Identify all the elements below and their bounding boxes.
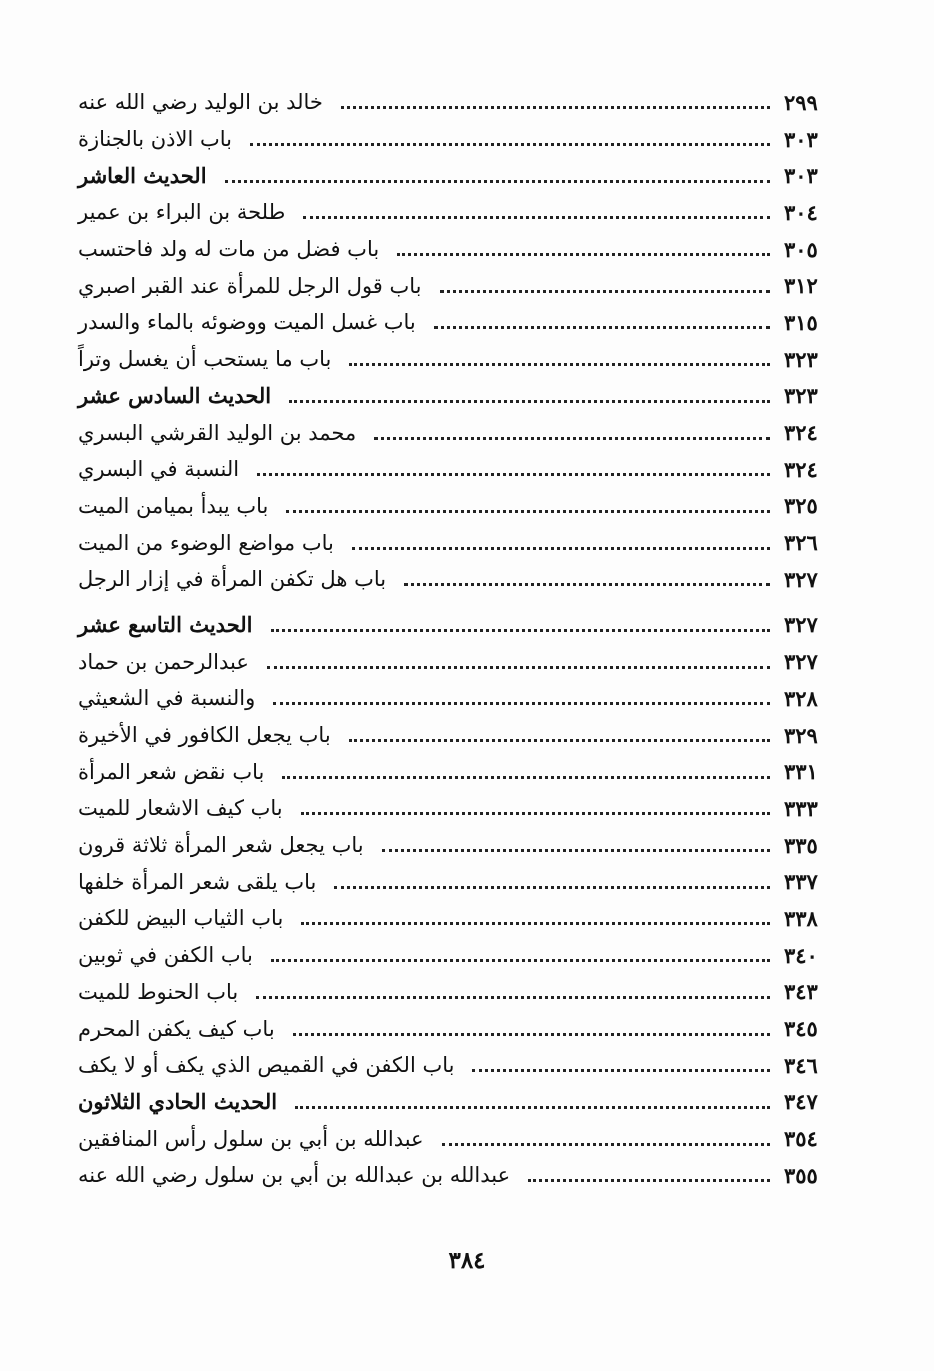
toc-entry [70, 974, 840, 1011]
toc-entry [70, 790, 840, 827]
toc-entry [70, 304, 840, 341]
toc-entry-title: الحديث الحادي الثلاثون [78, 1089, 278, 1115]
dot-leader [472, 1068, 770, 1072]
toc-entry-title: باب قول الرجل للمرأة عند القبر اصبري [78, 273, 422, 298]
toc-entry-page-number: ٣٣٣ [784, 795, 818, 821]
toc-entry-page-number: ٣٥٥ [784, 1162, 818, 1188]
dot-leader [273, 701, 770, 705]
toc-entry-title: عبدالرحمن بن حماد [78, 649, 249, 674]
toc-entry-page-number: ٣٠٤ [784, 199, 818, 225]
toc-entry [70, 488, 840, 525]
toc-entry [70, 194, 840, 231]
toc-entry-title: باب الحنوط للميت [78, 979, 239, 1004]
dot-leader [295, 1105, 770, 1109]
toc-entry [70, 414, 840, 451]
dot-leader [257, 472, 770, 476]
toc-entry-title: باب ما يستحب أن يغسل وتراً [78, 347, 332, 372]
toc-entry [70, 1010, 840, 1047]
toc-entry [70, 1120, 840, 1157]
toc-section-heading [70, 607, 840, 644]
toc-entry-title: الحديث التاسع عشر [78, 612, 253, 638]
toc-section-heading [70, 378, 840, 415]
toc-entry-page-number: ٣٢٤ [784, 420, 818, 446]
toc-entry-title: الحديث العاشر [78, 163, 207, 189]
toc-entry [70, 680, 840, 717]
toc-entry-title: الحديث السادس عشر [78, 383, 272, 409]
toc-entry-page-number: ٣٠٣ [784, 126, 818, 152]
toc-entry-page-number: ٣٢٣ [784, 346, 818, 372]
toc-entry-page-number: ٣٢٨ [784, 685, 818, 711]
dot-leader [271, 628, 771, 632]
toc-entry [70, 717, 840, 754]
toc-entry [70, 231, 840, 268]
toc-entry-title: باب الكفن في القميص الذي يكف أو لا يكف [78, 1053, 455, 1078]
toc-entry-title: باب مواضع الوضوء من الميت [78, 530, 334, 555]
toc-entry-page-number: ٣٤٥ [784, 1016, 818, 1042]
dot-leader [349, 738, 770, 742]
toc-entry [70, 827, 840, 864]
toc-entry-page-number: ٣٢٧ [784, 649, 818, 675]
toc-entry-title: خالد بن الوليد رضي الله عنه [78, 90, 323, 115]
toc-entry-title: باب يجعل شعر المرأة ثلاثة قرون [78, 833, 364, 858]
dot-leader [334, 885, 770, 889]
toc-entry-page-number: ٣٣٨ [784, 905, 818, 931]
dot-leader [382, 848, 770, 852]
toc-entry-page-number: ٣١٢ [784, 273, 818, 299]
toc-entry-title: باب فضل من مات له ولد فاحتسب [78, 237, 380, 262]
toc-entry-page-number: ٢٩٩ [784, 89, 818, 115]
dot-leader [301, 811, 770, 815]
toc-entry [70, 900, 840, 937]
dot-leader [352, 546, 770, 550]
dot-leader [528, 1178, 770, 1182]
dot-leader [374, 436, 770, 440]
dot-leader [267, 665, 770, 669]
toc-entry-page-number: ٣١٥ [784, 309, 818, 335]
toc-entry-page-number: ٣٠٥ [784, 236, 818, 262]
toc-entry-page-number: ٣٢٥ [784, 493, 818, 519]
toc-entry-page-number: ٣٢٧ [784, 612, 818, 638]
dot-leader [271, 958, 770, 962]
toc-entry [70, 937, 840, 974]
toc-entry [70, 267, 840, 304]
toc-entry-title: باب الكفن في ثوبين [78, 943, 253, 968]
toc-entry-title: محمد بن الوليد القرشي البسري [78, 420, 357, 445]
toc-section-heading [70, 1084, 840, 1121]
toc-entry-page-number: ٣٣١ [784, 759, 818, 785]
toc-entry [70, 753, 840, 790]
toc-entry-page-number: ٣٤٧ [784, 1089, 818, 1115]
table-of-contents [70, 84, 840, 1194]
toc-entry-title: باب الاذن بالجنازة [78, 127, 233, 152]
toc-entry-page-number: ٣٥٤ [784, 1126, 818, 1152]
toc-entry [70, 1047, 840, 1084]
dot-leader [440, 289, 770, 293]
toc-entry [70, 643, 840, 680]
dot-leader [303, 215, 770, 219]
toc-entry-title: النسبة في البسري [78, 457, 240, 482]
dot-leader [282, 775, 770, 779]
toc-entry-page-number: ٣٣٧ [784, 869, 818, 895]
toc-entry-title: طلحة بن البراء بن عمير [78, 200, 286, 225]
dot-leader [397, 252, 770, 256]
toc-entry-title: باب يجعل الكافور في الأخيرة [78, 723, 331, 748]
toc-entry [70, 524, 840, 561]
toc-entry-title: عبدالله بن أبي بن سلول رأس المنافقين [78, 1126, 424, 1151]
dot-leader [442, 1142, 770, 1146]
dot-leader [349, 362, 770, 366]
toc-entry-title: باب يلقى شعر المرأة خلفها [78, 869, 317, 894]
toc-entry-page-number: ٣٠٣ [784, 163, 818, 189]
dot-leader [250, 142, 770, 146]
toc-entry-page-number: ٣٢٧ [784, 566, 818, 592]
toc-entry [70, 451, 840, 488]
dot-leader [289, 399, 770, 403]
toc-entry-page-number: ٣٤٦ [784, 1052, 818, 1078]
dot-leader [341, 105, 770, 109]
toc-entry-page-number: ٣٢٩ [784, 722, 818, 748]
toc-entry-page-number: ٣٤٣ [784, 979, 818, 1005]
toc-entry-title: باب كيف يكفن المحرم [78, 1016, 275, 1041]
toc-entry-title: عبدالله بن عبدالله بن أبي بن سلول رضي الله عنه [78, 1163, 511, 1188]
toc-entry [70, 863, 840, 900]
toc-entry-title: باب الثياب البيض للكفن [78, 906, 284, 931]
toc-entry [70, 1157, 840, 1194]
toc-entry-title: باب يبدأ بميامن الميت [78, 493, 269, 518]
dot-leader [256, 995, 770, 999]
toc-entry [70, 84, 840, 121]
dot-leader [301, 921, 770, 925]
toc-entry-title: والنسبة في الشعيثي [78, 686, 256, 711]
toc-section-heading [70, 157, 840, 194]
toc-entry [70, 561, 840, 598]
toc-entry-page-number: ٣٢٤ [784, 456, 818, 482]
toc-entry [70, 341, 840, 378]
toc-entry-title: باب كيف الاشعار للميت [78, 796, 283, 821]
toc-entry-page-number: ٣٢٣ [784, 383, 818, 409]
toc-entry-page-number: ٣٣٥ [784, 832, 818, 858]
dot-leader [286, 509, 770, 513]
page-number: ٣٨٤ [448, 1247, 486, 1274]
dot-leader [434, 325, 770, 329]
toc-entry-title: باب غسل الميت ووضوئه بالماء والسدر [78, 310, 416, 335]
dot-leader [404, 582, 770, 586]
dot-leader [293, 1032, 770, 1036]
dot-leader [225, 179, 770, 183]
toc-entry [70, 121, 840, 158]
toc-entry-title: باب هل تكفن المرأة في إزار الرجل [78, 567, 387, 592]
toc-entry-title: باب نقض شعر المرأة [78, 759, 265, 784]
toc-entry-page-number: ٣٤٠ [784, 942, 818, 968]
toc-entry-page-number: ٣٢٦ [784, 530, 818, 556]
